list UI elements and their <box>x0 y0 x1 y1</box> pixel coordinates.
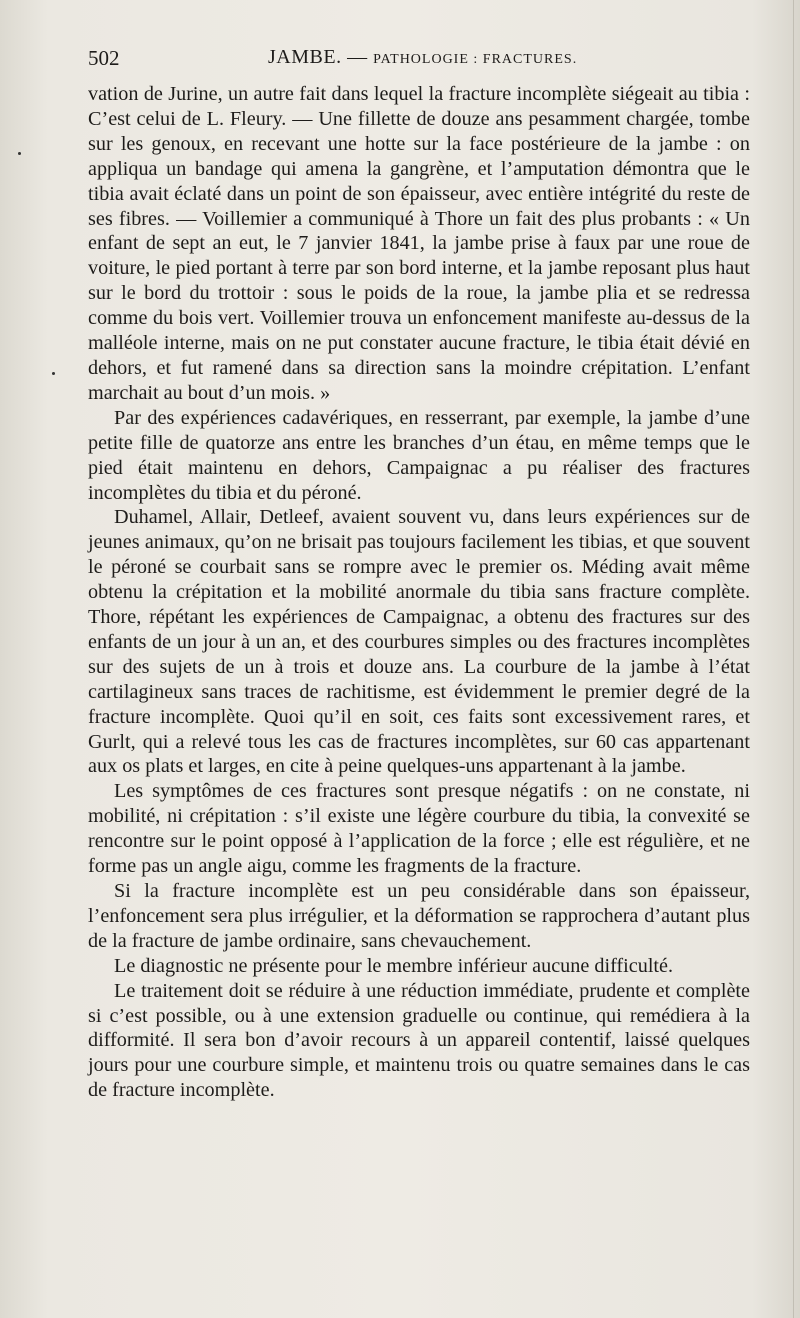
paragraph: vation de Jurine, un autre fait dans lequel la fracture incomplète siégeait au tibia : C’est celui de L. Fleury. — Une fillette de douze ans pesamment chargée, tombe sur les genoux, en recevant une hotte sur la face postérieure de la jambe : on appliqua un bandage qui amena la gangrène, et l’amputation démontra que le tibia avait éclaté dans un point de son épaisseur, avec entière intégrité du reste de ses fibres. — Voillemier a communiqué à Thore un fait des plus probants : « Un enfant de sept an eut, le 7 janvier 1841, la jambe prise à faux par une roue de voiture, le pied portant à terre par son bord interne, et la jambe reposant plus haut sur le bord du trottoir : sous le poids de la roue, la jambe plia et se redressa comme du bois vert. Voillemier trouva un enfoncement manifeste au-dessus de la malléole interne, mais on ne put constater aucune fracture, le tibia était dévié en dehors, et fut ramené dans sa direction sans la moindre crépitation. L’enfant marchait au bout d’un mois. » <box>88 83 750 404</box>
margin-speck <box>52 372 55 375</box>
page-edge <box>793 0 794 1318</box>
running-head-section: PATHOLOGIE : FRACTURES. <box>373 52 578 67</box>
running-head <box>268 46 577 69</box>
margin-speck <box>18 152 21 155</box>
paragraph: Duhamel, Allair, Detleef, avaient souvent vu, dans leurs expériences sur de jeunes animaux, qu’on ne brisait pas toujours facilement les tibias, et que souvent le péroné se courbait sans se rompre avec le premier os. Méding avait même obtenu la crépitation et la mobilité anormale du tibia sans fracture complète. Thore, répétant les expériences de Campaignac, a obtenu des fractures sur des enfants de un jour à un an, et des courbures simples ou des fractures incomplètes sur des sujets de un à trois et douze ans. La courbure de la jambe à l’état cartilagineux sans traces de rachitisme, est évidemment le premier degré de la fracture incomplète. Quoi qu’il en soit, ces faits sont excessivement rares, et Gurlt, qui a relevé tous les cas de fractures incomplètes, sur 60 cas appartenant aux os plats et larges, en cite à peine quelques-uns appartenant à la jambe. <box>88 506 750 778</box>
paragraph: Le diagnostic ne présente pour le membre inférieur aucune difficulté. <box>114 954 674 977</box>
paragraph: Le traitement doit se réduire à une réduction immédiate, prudente et complète si c’est possible, ou à une extension graduelle ou continue, qui remédiera à la difformité. Il sera bon d’avoir recours à un appareil contentif, laissé quelques jours pour une courbure simple, et maintenu trois ou quatre semaines dans le cas de fracture incomplète. <box>88 979 750 1102</box>
paragraph: Les symptômes de ces fractures sont presque négatifs : on ne constate, ni mobilité, ni crépitation : s’il existe une légère courbure du tibia, la convexité se rencontre sur le point opposé à l’application de la force ; elle est régulière, et ne forme pas un angle aigu, comme les fragments de la fracture. <box>88 780 750 878</box>
page-header <box>88 46 750 74</box>
body-text <box>88 82 750 1103</box>
page-number: 502 <box>88 46 120 70</box>
paragraph: Si la fracture incomplète est un peu considérable dans son épaisseur, l’enfoncement sera plus irrégulier, et la déformation se rapprochera d’autant plus de la fracture de jambe ordinaire, sans chevauchement. <box>88 880 750 952</box>
paragraph: Par des expériences cadavériques, en resserrant, par exemple, la jambe d’une petite fille de quatorze ans entre les branches d’un étau, en même temps que le pied était maintenu en dehors, Campaignac a pu réaliser des fractures incomplètes du tibia et du péroné. <box>88 406 750 504</box>
running-head-dash: — <box>347 46 368 68</box>
running-head-title: JAMBE. <box>268 46 342 68</box>
